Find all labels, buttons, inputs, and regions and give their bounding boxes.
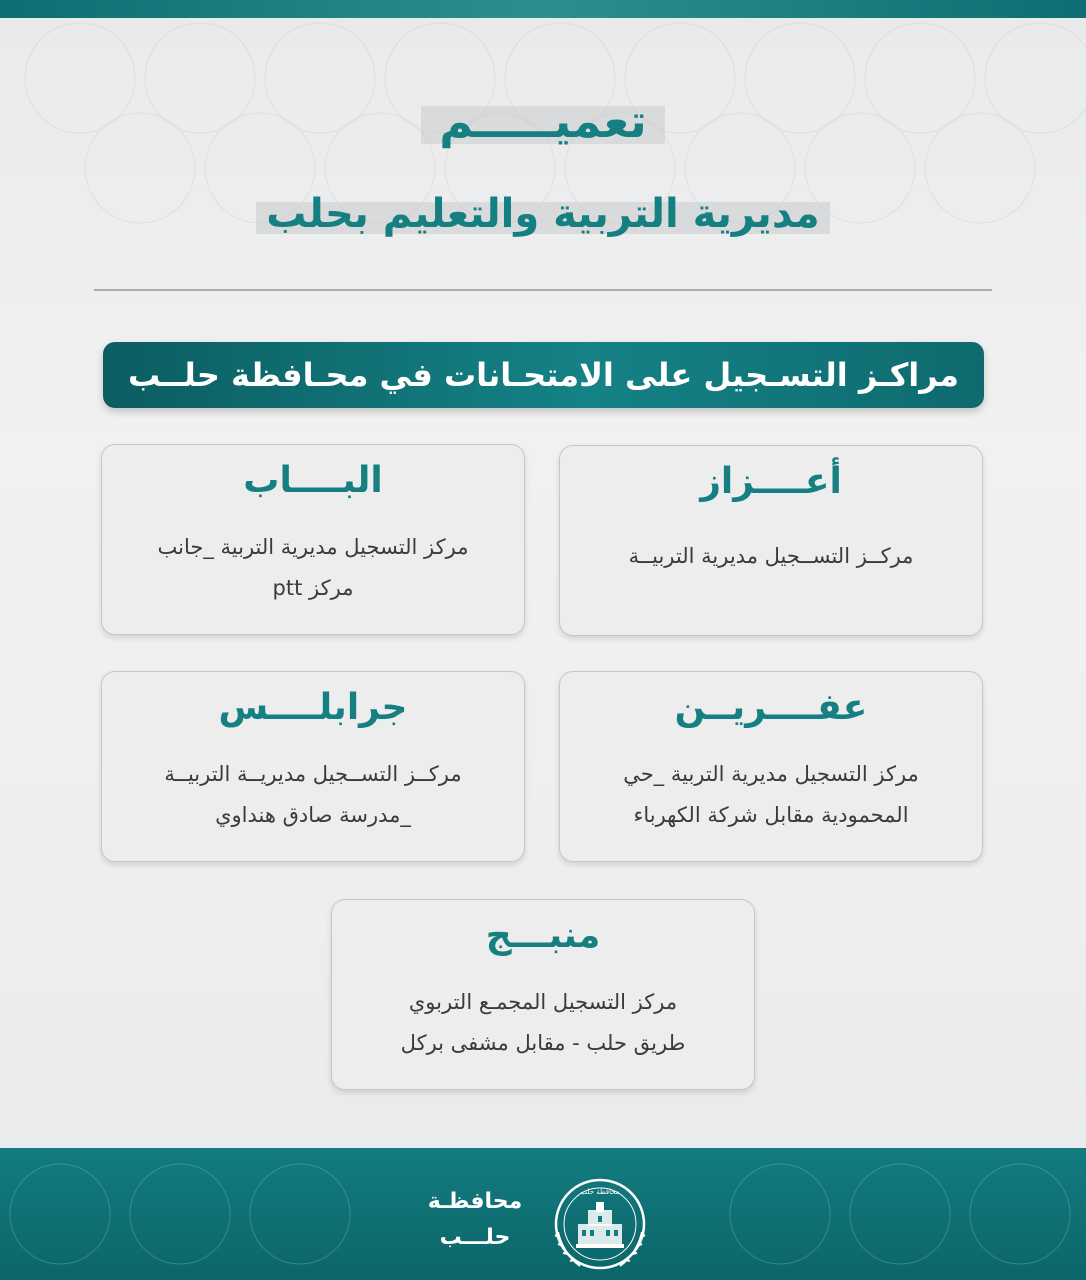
card-title: منبـــج bbox=[485, 915, 601, 956]
logo-text-line-1: محافظـة bbox=[427, 1189, 523, 1214]
announcement-title: تعميـــــم bbox=[421, 92, 665, 150]
card-address-line-1: مركز التسجيل مديرية التربية _حي bbox=[623, 762, 919, 786]
card-address-line-2: طريق حلب - مقابل مشفى بركل bbox=[400, 1031, 686, 1055]
card-address-line-2: المحمودية مقابل شركة الكهرباء bbox=[633, 803, 909, 827]
card-address-line-2: مركز ptt bbox=[272, 576, 354, 600]
emblem-caption: محافظة حلب bbox=[580, 1188, 620, 1196]
directorate-title-wrap bbox=[0, 188, 1086, 240]
card-address-line-2: _مدرسة صادق هنداوي bbox=[215, 803, 411, 827]
header-divider bbox=[94, 289, 992, 291]
card-address-line bbox=[102, 527, 524, 609]
card-address-line-1: مركز التسجيل مديرية التربية _جانب bbox=[157, 535, 469, 559]
center-card-manbij bbox=[331, 899, 755, 1090]
card-title: أعــــزاز bbox=[700, 461, 842, 502]
center-card-jarablus bbox=[101, 671, 525, 862]
footer-pattern bbox=[0, 1148, 1086, 1280]
card-address-line bbox=[102, 754, 524, 836]
card-address-line: مركــز التســجيل مديرية التربيــة bbox=[628, 544, 914, 568]
section-banner-text: مراكـز التسـجيل على الامتحـانات في محـافظة حلــب bbox=[128, 356, 959, 394]
center-card-azaz bbox=[559, 445, 983, 636]
announcement-title-wrap bbox=[0, 92, 1086, 150]
card-address-line bbox=[560, 754, 982, 836]
directorate-title: مديرية التربية والتعليم بحلب bbox=[256, 188, 829, 240]
center-card-afrin bbox=[559, 671, 983, 862]
footer-bar bbox=[0, 1148, 1086, 1280]
logo-text-line-2: حلـــب bbox=[439, 1225, 511, 1250]
top-accent-bar bbox=[0, 0, 1086, 18]
card-address-line bbox=[332, 982, 754, 1064]
center-card-bab bbox=[101, 444, 525, 635]
aleppo-citadel-emblem-icon bbox=[548, 1172, 652, 1276]
governorate-logo-text bbox=[410, 1184, 540, 1256]
card-title: عفــــريــن bbox=[674, 687, 868, 728]
card-title: جرابلــــس bbox=[218, 687, 408, 728]
card-title: البــــاب bbox=[243, 460, 383, 501]
section-banner bbox=[103, 342, 984, 408]
card-address-line-1: مركز التسجيل المجمـع التربوي bbox=[408, 990, 678, 1014]
card-address-line-1: مركــز التســجيل مديريــة التربيــة bbox=[164, 762, 462, 786]
